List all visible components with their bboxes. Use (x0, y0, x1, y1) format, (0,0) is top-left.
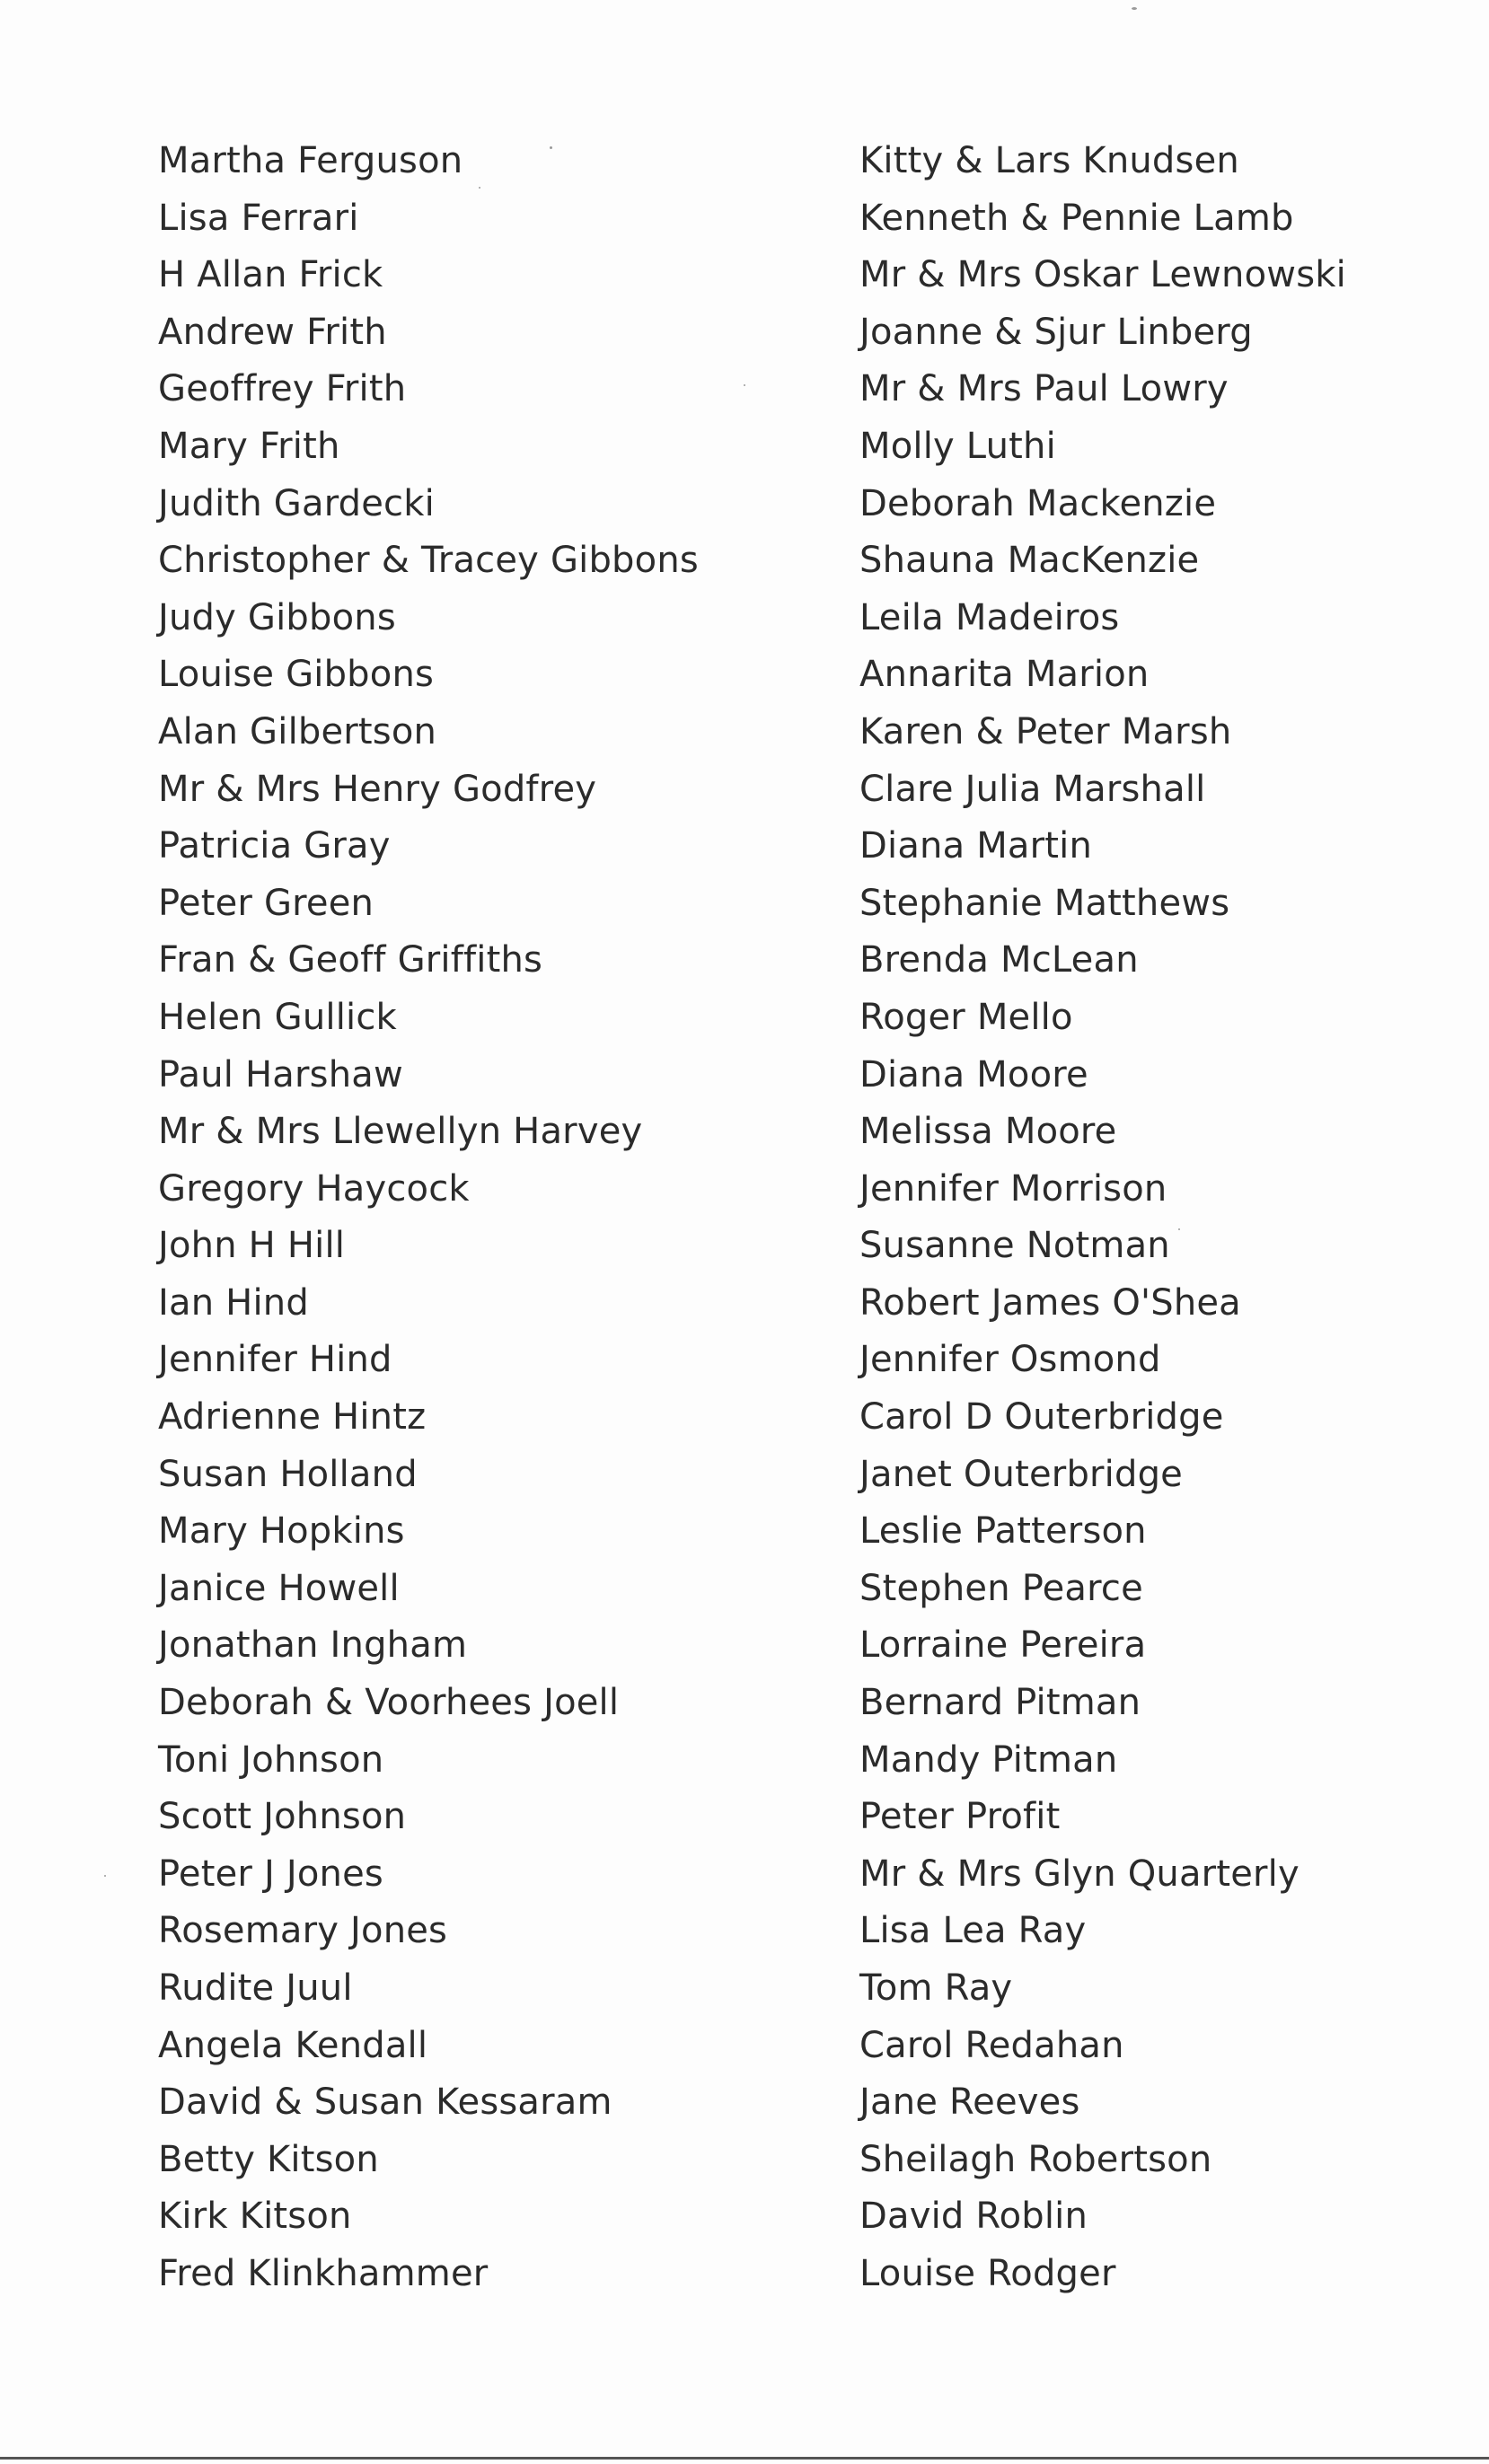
name-entry: Betty Kitson (158, 2138, 379, 2180)
name-entry: Kirk Kitson (158, 2196, 352, 2238)
name-entry: Stephanie Matthews (859, 882, 1230, 924)
name-entry: Mary Frith (158, 425, 340, 467)
name-entry: Mr & Mrs Glyn Quarterly (859, 1852, 1300, 1895)
name-entry: Tom Ray (859, 1967, 1013, 2009)
name-entry: Rudite Juul (158, 1967, 353, 2009)
name-entry: Brenda McLean (859, 939, 1139, 981)
name-entry: Bernard Pitman (859, 1682, 1141, 1724)
left-name-column (158, 133, 699, 2303)
name-entry: Annarita Marion (859, 654, 1150, 696)
name-entry: Paul Harshaw (158, 1053, 403, 1096)
name-entry: Mary Hopkins (158, 1510, 405, 1553)
name-entry: Lorraine Pereira (859, 1624, 1147, 1667)
name-entry: Angela Kendall (158, 2024, 428, 2066)
scan-speck (104, 1875, 106, 1877)
name-entry: Adrienne Hintz (158, 1396, 427, 1439)
name-entry: Peter J Jones (158, 1852, 383, 1895)
name-entry: Toni Johnson (158, 1738, 384, 1781)
name-entry: Janice Howell (158, 1567, 400, 1609)
name-entry: Scott Johnson (158, 1796, 407, 1838)
name-entry: Lisa Ferrari (158, 197, 359, 239)
right-name-column (859, 133, 1346, 2303)
name-entry: Kenneth & Pennie Lamb (859, 197, 1294, 239)
bottom-edge-rule (0, 2457, 1489, 2460)
scan-speck (1178, 1228, 1180, 1230)
name-entry: Patricia Gray (158, 825, 391, 867)
name-entry: Mr & Mrs Henry Godfrey (158, 768, 597, 810)
name-entry: Molly Luthi (859, 425, 1056, 467)
name-entry: Gregory Haycock (158, 1167, 470, 1210)
name-entry: Jennifer Osmond (859, 1339, 1161, 1381)
name-entry: Mr & Mrs Llewellyn Harvey (158, 1111, 643, 1153)
name-entry: Alan Gilbertson (158, 710, 437, 752)
name-entry: Susanne Notman (859, 1225, 1170, 1267)
name-entry: David & Susan Kessaram (158, 2081, 612, 2124)
name-entry: Mr & Mrs Paul Lowry (859, 368, 1229, 410)
name-entry: H Allan Frick (158, 254, 383, 296)
name-entry: Jennifer Morrison (859, 1167, 1167, 1210)
name-entry: Lisa Lea Ray (859, 1910, 1087, 1952)
name-entry: Deborah Mackenzie (859, 482, 1217, 524)
name-entry: Geoffrey Frith (158, 368, 407, 410)
scan-speck (479, 187, 480, 189)
name-entry: Diana Martin (859, 825, 1093, 867)
name-entry: Louise Gibbons (158, 654, 435, 696)
name-entry: Joanne & Sjur Linberg (859, 311, 1253, 353)
name-entry: Melissa Moore (859, 1111, 1117, 1153)
name-entry: Andrew Frith (158, 311, 387, 353)
name-entry: Fred Klinkhammer (158, 2252, 489, 2294)
name-entry: Sheilagh Robertson (859, 2138, 1212, 2180)
name-entry: Jane Reeves (859, 2081, 1080, 2124)
name-entry: Rosemary Jones (158, 1910, 448, 1952)
name-entry: Peter Green (158, 882, 374, 924)
name-entry: Ian Hind (158, 1281, 309, 1324)
name-entry: John H Hill (158, 1225, 346, 1267)
name-entry: Deborah & Voorhees Joell (158, 1682, 620, 1724)
name-entry: Kitty & Lars Knudsen (859, 140, 1239, 181)
name-entry: Louise Rodger (859, 2252, 1116, 2294)
name-entry: Christopher & Tracey Gibbons (158, 540, 699, 582)
name-entry: David Roblin (859, 2196, 1088, 2238)
scan-speck (550, 146, 552, 149)
name-entry: Martha Ferguson (158, 140, 463, 181)
name-entry: Stephen Pearce (859, 1567, 1143, 1609)
scan-speck (744, 384, 745, 386)
name-entry: Leila Madeiros (859, 596, 1120, 638)
scan-speck (1132, 7, 1137, 10)
name-entry: Fran & Geoff Griffiths (158, 939, 543, 981)
name-entry: Carol D Outerbridge (859, 1396, 1224, 1439)
name-entry: Carol Redahan (859, 2024, 1124, 2066)
name-entry: Clare Julia Marshall (859, 768, 1206, 810)
name-entry: Roger Mello (859, 996, 1073, 1038)
name-entry: Shauna MacKenzie (859, 540, 1200, 582)
name-entry: Peter Profit (859, 1796, 1061, 1838)
name-entry: Helen Gullick (158, 996, 397, 1038)
name-entry: Jonathan Ingham (158, 1624, 468, 1667)
name-entry: Karen & Peter Marsh (859, 710, 1232, 752)
name-entry: Mandy Pitman (859, 1738, 1118, 1781)
name-entry: Robert James O'Shea (859, 1281, 1241, 1324)
name-entry: Jennifer Hind (158, 1339, 392, 1381)
name-entry: Susan Holland (158, 1453, 418, 1495)
name-entry: Leslie Patterson (859, 1510, 1147, 1553)
name-entry: Janet Outerbridge (859, 1453, 1183, 1495)
name-entry: Judith Gardecki (158, 482, 435, 524)
name-entry: Mr & Mrs Oskar Lewnowski (859, 254, 1346, 296)
name-entry: Diana Moore (859, 1053, 1088, 1096)
name-entry: Judy Gibbons (158, 596, 396, 638)
